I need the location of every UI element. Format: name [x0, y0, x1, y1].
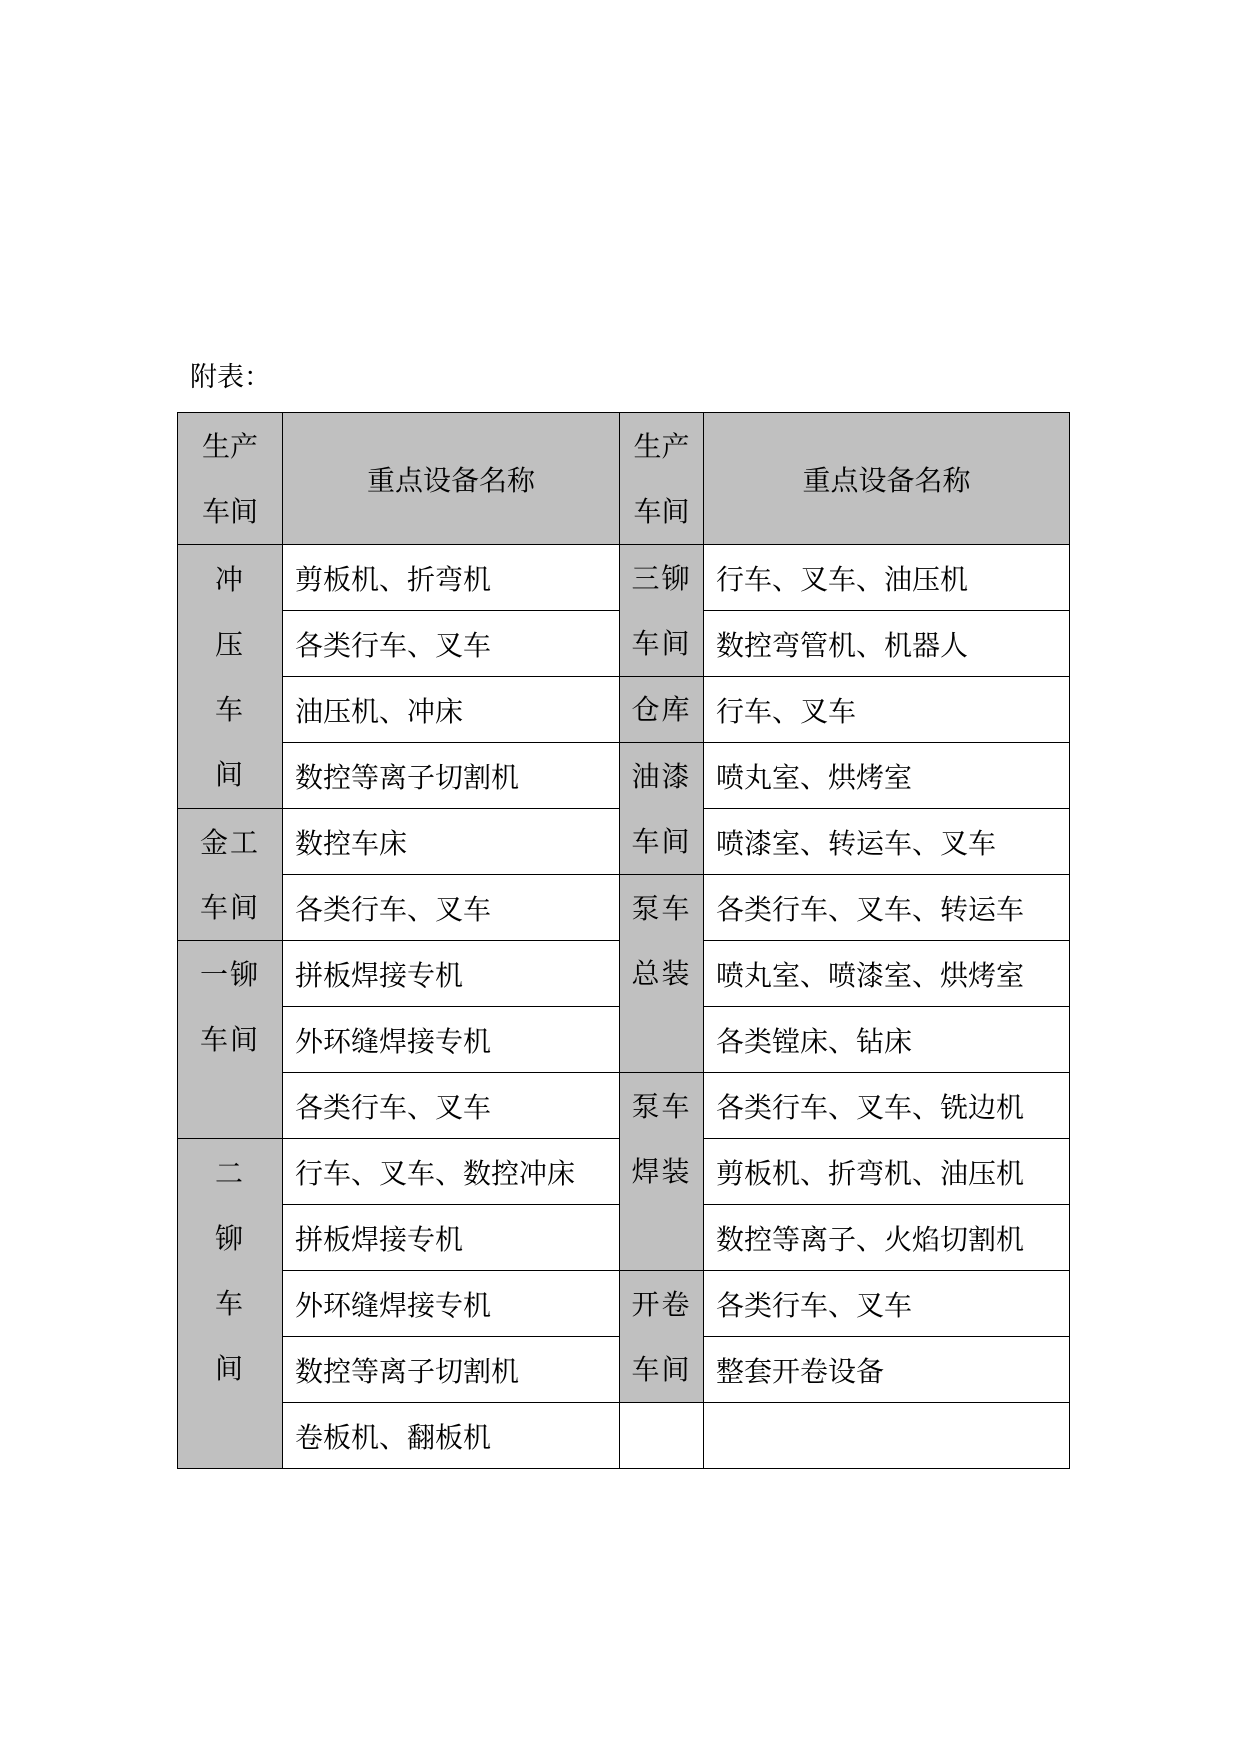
table-row [178, 545, 1070, 611]
header-workshop-left: 生产 车间 [178, 413, 283, 545]
equipment-cell: 喷漆室、转运车、叉车 [704, 809, 1070, 875]
equipment-table [177, 412, 1070, 1469]
equipment-cell: 油压机、冲床 [283, 677, 620, 743]
workshop-right-6: 开卷 车间 [620, 1271, 704, 1403]
empty-cell [620, 1403, 704, 1469]
table-header-row [178, 413, 1070, 545]
equipment-cell: 喷丸室、喷漆室、烘烤室 [704, 941, 1070, 1007]
header-workshop-right: 生产 车间 [620, 413, 704, 545]
equipment-cell: 剪板机、折弯机、油压机 [704, 1139, 1070, 1205]
equipment-cell: 各类镗床、钻床 [704, 1007, 1070, 1073]
equipment-cell: 各类行车、叉车、铣边机 [704, 1073, 1070, 1139]
equipment-cell: 各类行车、叉车 [283, 1073, 620, 1139]
equipment-cell: 数控弯管机、机器人 [704, 611, 1070, 677]
workshop-left-2: 金工 车间 [178, 809, 283, 941]
equipment-cell: 各类行车、叉车 [283, 875, 620, 941]
equipment-cell: 行车、叉车 [704, 677, 1070, 743]
workshop-right-2: 仓库 [620, 677, 704, 743]
equipment-cell: 行车、叉车、数控冲床 [283, 1139, 620, 1205]
workshop-left-3: 一铆 车间 [178, 941, 283, 1139]
equipment-cell: 外环缝焊接专机 [283, 1271, 620, 1337]
equipment-cell: 数控车床 [283, 809, 620, 875]
table-row [178, 1073, 1070, 1139]
table-row [178, 677, 1070, 743]
workshop-right-5: 泵车 焊装 [620, 1073, 704, 1271]
workshop-left-4: 二 铆 车 间 [178, 1139, 283, 1469]
table-caption: 附表： [190, 362, 271, 393]
equipment-cell: 行车、叉车、油压机 [704, 545, 1070, 611]
equipment-cell: 各类行车、叉车、转运车 [704, 875, 1070, 941]
equipment-cell: 数控等离子切割机 [283, 743, 620, 809]
workshop-left-1: 冲 压 车 间 [178, 545, 283, 809]
equipment-cell: 喷丸室、烘烤室 [704, 743, 1070, 809]
table-row [178, 1403, 1070, 1469]
equipment-cell: 拼板焊接专机 [283, 941, 620, 1007]
header-equipment-left: 重点设备名称 [283, 413, 620, 545]
workshop-right-1: 三铆 车间 [620, 545, 704, 677]
equipment-cell: 外环缝焊接专机 [283, 1007, 620, 1073]
equipment-cell: 剪板机、折弯机 [283, 545, 620, 611]
equipment-cell: 各类行车、叉车 [704, 1271, 1070, 1337]
workshop-right-4: 泵车 总装 [620, 875, 704, 1073]
table-row [178, 1271, 1070, 1337]
equipment-cell: 数控等离子切割机 [283, 1337, 620, 1403]
equipment-cell: 整套开卷设备 [704, 1337, 1070, 1403]
equipment-cell: 卷板机、翻板机 [283, 1403, 620, 1469]
table-row [178, 875, 1070, 941]
equipment-cell: 拼板焊接专机 [283, 1205, 620, 1271]
empty-cell [704, 1403, 1070, 1469]
equipment-cell: 数控等离子、火焰切割机 [704, 1205, 1070, 1271]
workshop-right-3: 油漆 车间 [620, 743, 704, 875]
header-equipment-right: 重点设备名称 [704, 413, 1070, 545]
table-row [178, 743, 1070, 809]
equipment-cell: 各类行车、叉车 [283, 611, 620, 677]
